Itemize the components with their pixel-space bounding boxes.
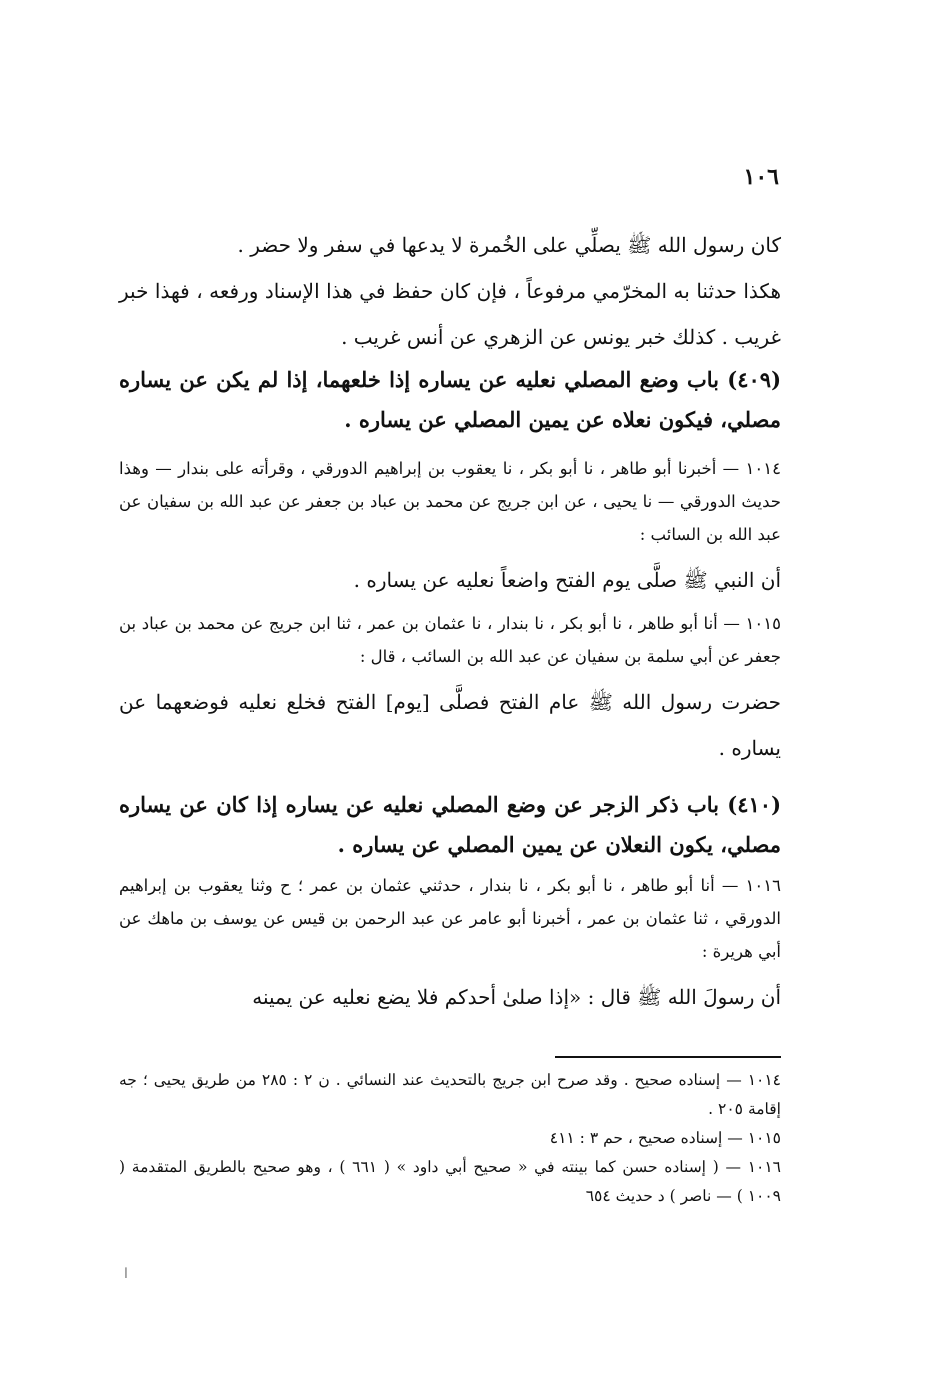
chapter-heading-409: (٤٠٩) باب وضع المصلي نعليه عن يساره إذا خلعهما، إذا لم يكن عن يساره مصلي، فيكون نعلاه عن يمين المصلي عن يساره . — [119, 367, 781, 432]
main-text — [119, 222, 781, 1020]
chapter-heading-410: (٤١٠) باب ذكر الزجر عن وضع المصلي نعليه عن يساره إذا كان عن يساره مصلي، يكون النعلان عن يمين المصلي عن يساره . — [119, 792, 781, 857]
footnotes — [119, 1066, 781, 1211]
matn-1014: أن النبي ﷺ صلَّى يوم الفتح واضعاً نعليه عن يساره . — [353, 568, 781, 592]
isnad-1014: ١٠١٤ — أخبرنا أبو طاهر ، نا أبو بكر ، نا يعقوب بن إبراهيم الدورقي ، وقرأته على بندار — وهذا حديث الدورقي — نا يحيى ، عن ابن جريج عن محمد بن عباد بن جعفر عن عبد الله بن سفيان عن عبد الله بن السائب : — [119, 459, 781, 544]
matn-1016: أن رسولَ الله ﷺ قال : «إذا صلىٰ أحدكم فلا يضع نعليه عن يمينه — [252, 985, 781, 1009]
footnote-separator — [555, 1056, 781, 1058]
page-number: ١٠٦ — [743, 164, 779, 190]
corner-mark: ا — [124, 1266, 128, 1282]
isnad-1016: ١٠١٦ — أنا أبو طاهر ، نا أبو بكر ، نا بندار ، حدثني عثمان بن عمر ؛ ح وثنا يعقوب بن إبراهيم الدورقي ، ثنا عثمان بن عمر ، أخبرنا أبو عامر عن عبد الرحمن بن قيس عن يوسف بن ماهك عن أبي هريرة : — [119, 876, 781, 961]
commentary-1013: هكذا حدثنا به المخرّمي مرفوعاً ، فإن كان حفظ في هذا الإسناد ورفعه ، فهذا خبر غريب . كذلك خبر يونس عن الزهري عن أنس غريب . — [119, 279, 781, 349]
footnote-1014: ١٠١٤ — إسناده صحيح . وقد صرح ابن جريج بالتحديث عند النسائي . ن ٢ : ٢٨٥ من طريق يحيى ؛ جه إقامة ٢٠٥ . — [119, 1071, 781, 1118]
isnad-1015: ١٠١٥ — أنا أبو طاهر ، نا أبو بكر ، نا بندار ، نا عثمان بن عمر ، ثنا ابن جريج عن محمد بن عباد بن جعفر عن أبي سلمة بن سفيان عن عبد الله بن السائب ، قال : — [119, 614, 781, 666]
footnote-1016: ١٠١٦ — ( إسناده حسن كما بينته في « صحيح أبي داود » ( ٦٦١ ) ، وهو صحيح بالطريق المتقدمة ( ١٠٠٩ ) — ناصر ) د حديث ٦٥٤ — [119, 1158, 781, 1205]
matn-1015: حضرت رسول الله ﷺ عام الفتح فصلَّى [يوم] الفتح فخلع نعليه فوضعهما عن يساره . — [119, 690, 781, 760]
footnote-1015: ١٠١٥ — إسناده صحيح ، حم ٣ : ٤١١ — [549, 1129, 781, 1147]
hadith-text-1013: كان رسول الله ﷺ يصلِّي على الخُمرة لا يدعها في سفر ولا حضر . — [237, 233, 781, 257]
